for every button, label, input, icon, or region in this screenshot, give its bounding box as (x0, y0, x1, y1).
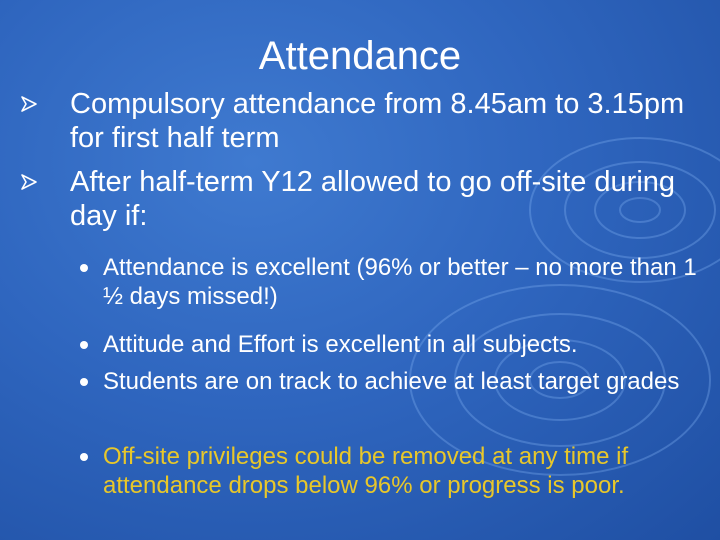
bullet-text: Compulsory attendance from 8.45am to 3.15pm for first half term (70, 88, 685, 154)
sub-bullet-item (80, 367, 710, 396)
slide-title: Attendance (258, 34, 462, 78)
arrow-bullet-icon (20, 173, 38, 191)
sub-bullet-text: Students are on track to achieve at least target grades (103, 368, 680, 395)
bullet-text: After half-term Y12 allowed to go off-site during day if: (70, 166, 676, 232)
dot-bullet-icon (80, 264, 88, 272)
sub-bullet-item (80, 330, 710, 359)
sub-bullet-text: Off-site privileges could be removed at any time if attendance drops below 96% or progress is poor. (103, 443, 629, 499)
sub-bullet-text: Attendance is excellent (96% or better – no more than 1 ½ days missed!) (103, 254, 697, 310)
bullet-item (20, 87, 710, 155)
bullet-item (20, 165, 710, 233)
dot-bullet-icon (80, 453, 88, 461)
arrow-bullet-icon (20, 95, 38, 113)
sub-bullet-item (80, 253, 710, 311)
dot-bullet-icon (80, 378, 88, 386)
dot-bullet-icon (80, 341, 88, 349)
sub-bullet-item-highlight (80, 442, 710, 500)
sub-bullet-text: Attitude and Effort is excellent in all subjects. (103, 331, 578, 358)
